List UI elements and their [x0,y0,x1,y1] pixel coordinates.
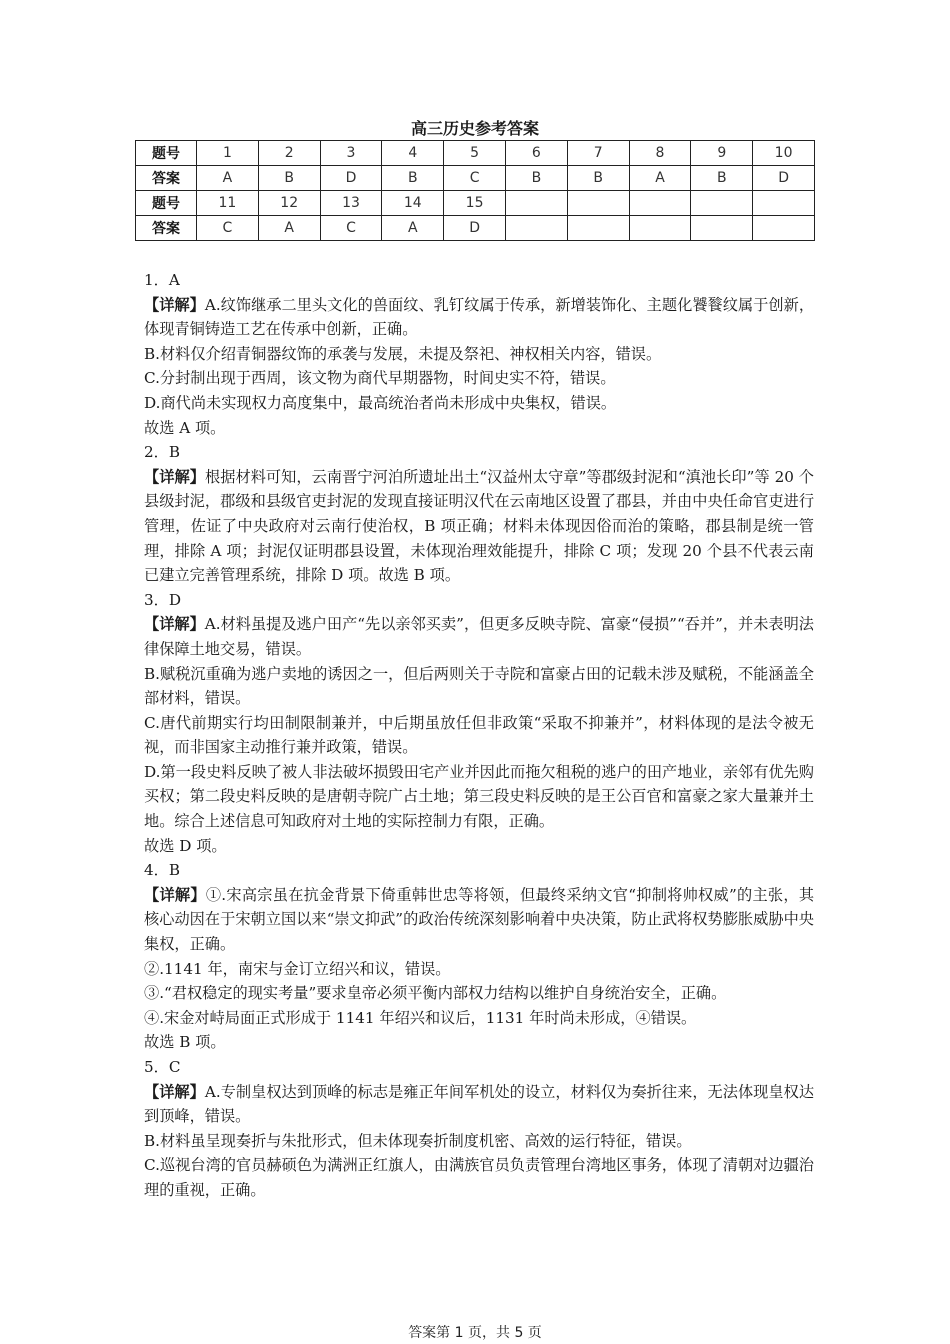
explanation-paragraph [144,711,814,760]
table-row [136,141,815,166]
table-cell: 12 [258,191,320,216]
explanation-text: ②.1141 年，南宋与金订立绍兴和议，错误。 [144,959,451,978]
explanation-text: ③.“君权稳定的现实考量”要求皇帝必须平衡内部权力结构以维护自身统治安全，正确。 [144,984,727,1003]
row-header: 题号 [136,141,197,166]
explanation-text: ④.宋金对峙局面正式形成于 1141 年绍兴和议后，1131 年时尚未形成，④错误。 [144,1008,697,1027]
table-cell [753,216,815,241]
explanation-paragraph [144,293,814,342]
table-cell: 2 [258,141,320,166]
explanation-text: A.材料虽提及逃户田产“先以亲邻买卖”，但更多反映寺院、富豪“侵损”“吞并”，并未表明法律保障土地交易，错误。 [144,615,814,658]
explanation-text: C.唐代前期实行均田制限制兼并，中后期虽放任但非政策“采取不抑兼并”，材料体现的是法令被无视，而非国家主动推行兼并政策，错误。 [144,713,814,757]
table-cell [691,191,753,216]
row-header: 题号 [136,191,197,216]
table-cell [505,191,567,216]
table-cell: 8 [629,141,691,166]
explanation-paragraph [144,981,814,1006]
row-header: 答案 [136,166,197,191]
table-cell: B [382,166,444,191]
explanation-paragraph [144,612,814,661]
explanation-text: ①.宋高宗虽在抗金背景下倚重韩世忠等将领，但最终采纳文官“抑制将帅权威”的主张，其核心动因在于宋朝立国以来“崇文抑武”的政治传统深刻影响着中央决策，防止武将权势膨胀威胁中央集权，正确。 [144,885,815,954]
detail-tag: 【详解】 [144,885,206,904]
explanation-text: D.第一段史料反映了被人非法破坏损毁田宅产业并因此而拖欠租税的逃户的田产地业，亲邻有优先购买权；第二段史料反映的是唐朝寺院广占土地；第三段史料反映的是王公百官和富豪之家大量兼并土地。综合上述信息可知政府对土地的实际控制力有限，正确。 [144,762,814,831]
table-cell: 11 [197,191,259,216]
explanation-paragraph [144,834,814,859]
table-row [136,191,815,216]
explanation-text: C.巡视台湾的官员赫硕色为满洲正红旗人，由满族官员负责管理台湾地区事务，体现了清朝对边疆治理的重视，正确。 [144,1156,814,1199]
table-cell: 10 [753,141,815,166]
table-cell [505,216,567,241]
table-cell [629,216,691,241]
table-cell [567,216,629,241]
row-header: 答案 [136,216,197,241]
table-cell [629,191,691,216]
table-cell: A [258,216,320,241]
explanation-text: 故选 A 项。 [144,418,226,437]
question-number: 1．A [144,271,180,289]
explanation-paragraph [144,662,814,711]
detail-tag: 【详解】 [144,1082,205,1101]
explanation-paragraph [144,1006,814,1031]
table-cell: 5 [444,141,506,166]
table-cell: B [691,166,753,191]
table-cell: 9 [691,141,753,166]
explanation-paragraph [144,416,814,441]
table-cell: A [197,166,259,191]
explanation-paragraph [144,1129,814,1154]
page-footer: 答案第 1 页，共 5 页 [408,1325,542,1341]
table-cell: B [567,166,629,191]
detail-tag: 【详解】 [144,467,205,486]
table-row [136,216,815,241]
explanation-paragraph [144,1080,814,1129]
question-number: 3．D [144,590,182,609]
table-cell: A [382,216,444,241]
table-cell: C [197,216,259,241]
table-cell: 13 [320,191,382,216]
table-cell: 3 [320,141,382,166]
table-cell: 1 [197,141,259,166]
table-cell: D [753,166,815,191]
table-cell: D [444,216,506,241]
explanation-text: 根据材料可知，云南晋宁河泊所遗址出土“汉益州太守章”等郡级封泥和“滇池长印”等 20 个县级封泥，郡级和县级官吏封泥的发现直接证明汉代在云南地区设置了郡县，并由中央任命官吏进行管理，佐证了中央政府对云南行使治权，B 项正确；材料未体现因俗而治的策略，郡县制是统一管理，排除 A 项；封泥仅证明郡县设置，未体现治理效能提升，排除 C 项；发现 20 个县不代表云南已建立完善管理系统，排除 D 项。故选 B 项。 [144,467,814,585]
explanation-paragraph [144,883,814,957]
explanation-paragraph [144,957,814,982]
explanation-text: A.专制皇权达到顶峰的标志是雍正年间军机处的设立，材料仅为奏折往来，无法体现皇权达到顶峰，错误。 [144,1082,815,1126]
explanation-paragraph [144,342,814,367]
table-cell: D [320,166,382,191]
question-number: 2．B [144,443,181,462]
explanation-text: B.材料虽呈现奏折与朱批形式，但未体现奏折制度机密、高效的运行特征，错误。 [144,1131,692,1150]
table-cell: A [629,166,691,191]
table-cell: 14 [382,191,444,216]
table-cell: C [320,216,382,241]
explanation-text: 故选 B 项。 [144,1033,226,1052]
table-cell [691,216,753,241]
detail-tag: 【详解】 [144,615,205,634]
explanation-paragraph [144,1030,814,1055]
question-number: 4．B [144,861,181,880]
question-number: 5．C [144,1058,181,1076]
table-row [136,166,815,191]
explanations [144,268,814,1203]
explanation-paragraph [144,760,814,834]
table-cell: C [444,166,506,191]
table-cell: 6 [505,141,567,166]
explanation-paragraph [144,391,814,416]
explanation-text: A.纹饰继承二里头文化的兽面纹、乳钉纹属于传承，新增装饰化、主题化饕餮纹属于创新，体现青铜铸造工艺在传承中创新，正确。 [144,295,815,339]
explanation-paragraph [144,465,814,588]
explanation-text: C.分封制出现于西周，该文物为商代早期器物，时间史实不符，错误。 [144,369,616,388]
explanation-text: B.材料仅介绍青铜器纹饰的承袭与发展，未提及祭祀、神权相关内容，错误。 [144,344,662,363]
table-cell: 15 [444,191,506,216]
explanation-text: D.商代尚未实现权力高度集中，最高统治者尚未形成中央集权，错误。 [144,393,617,412]
explanation-paragraph [144,366,814,391]
page-title: 高三历史参考答案 [410,119,539,138]
explanation-text: 故选 D 项。 [144,836,227,855]
explanation-text: B.赋税沉重确为逃户卖地的诱因之一，但后两则关于寺院和富豪占田的记载未涉及赋税，不能涵盖全部材料，错误。 [144,664,814,708]
table-cell: B [505,166,567,191]
table-cell: B [258,166,320,191]
table-cell [567,191,629,216]
detail-tag: 【详解】 [144,295,205,314]
answer-table [135,140,815,241]
table-cell: 7 [567,141,629,166]
table-cell [753,191,815,216]
explanation-paragraph [144,1153,814,1202]
table-cell: 4 [382,141,444,166]
